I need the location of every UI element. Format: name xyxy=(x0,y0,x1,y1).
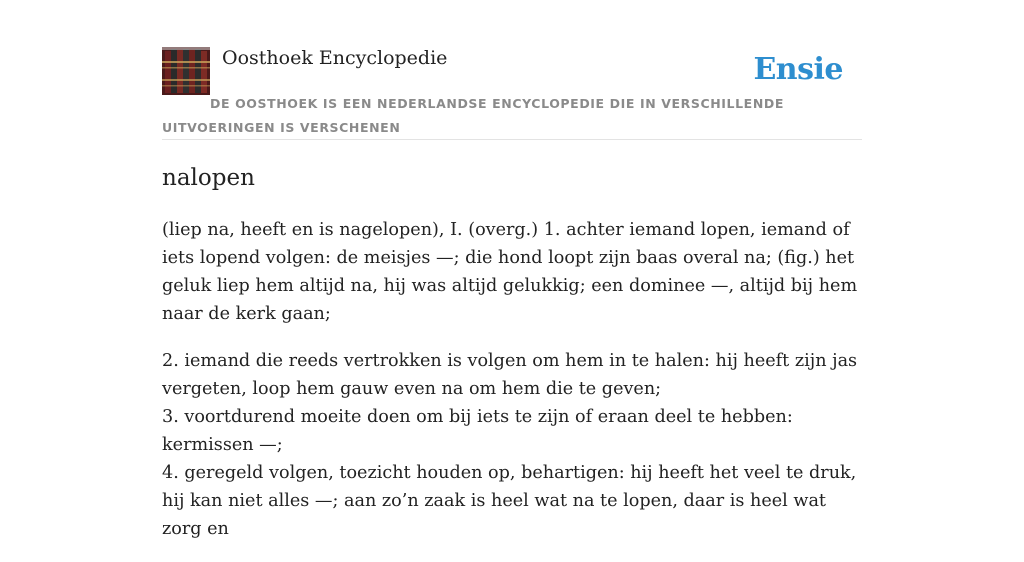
encyclopedia-books-icon[interactable] xyxy=(162,47,210,95)
definition-line: 3. voortdurend moeite doen om bij iets te zijn of eraan deel te hebben: kermissen —; xyxy=(162,407,793,455)
entry-title: nalopen xyxy=(162,165,255,191)
site-header xyxy=(162,46,862,140)
definition-line: 4. geregeld volgen, toezicht houden op, behartigen: hij heeft het veel te druk, hij kan niet alles —; aan zo’n zaak is heel wat na te lopen, daar is heel wat zorg en xyxy=(162,463,857,539)
header-divider xyxy=(162,139,862,140)
brand-logo[interactable]: Ensie xyxy=(753,52,843,87)
entry-content xyxy=(162,216,862,562)
entry-paragraph: (liep na, heeft en is nagelopen), I. (overg.) 1. achter iemand lopen, iemand of iets lopend volgen: de meisjes —; die hond loopt zijn baas overal na; (fig.) het geluk liep hem altijd na, hij was altijd gelukkig; een dominee —, altijd bij hem naar de kerk gaan; xyxy=(162,220,858,324)
site-title[interactable]: Oosthoek Encyclopedie xyxy=(222,47,448,69)
site-tagline: DE OOSTHOEK IS EEN NEDERLANDSE ENCYCLOPEDIE DIE IN VERSCHILLENDE UITVOERINGEN IS VERSCHENEN xyxy=(162,96,784,135)
entry-paragraph xyxy=(162,347,862,543)
definition-line: 2. iemand die reeds vertrokken is volgen om hem in te halen: hij heeft zijn jas vergeten, loop hem gauw even na om hem die te geven; xyxy=(162,351,858,399)
